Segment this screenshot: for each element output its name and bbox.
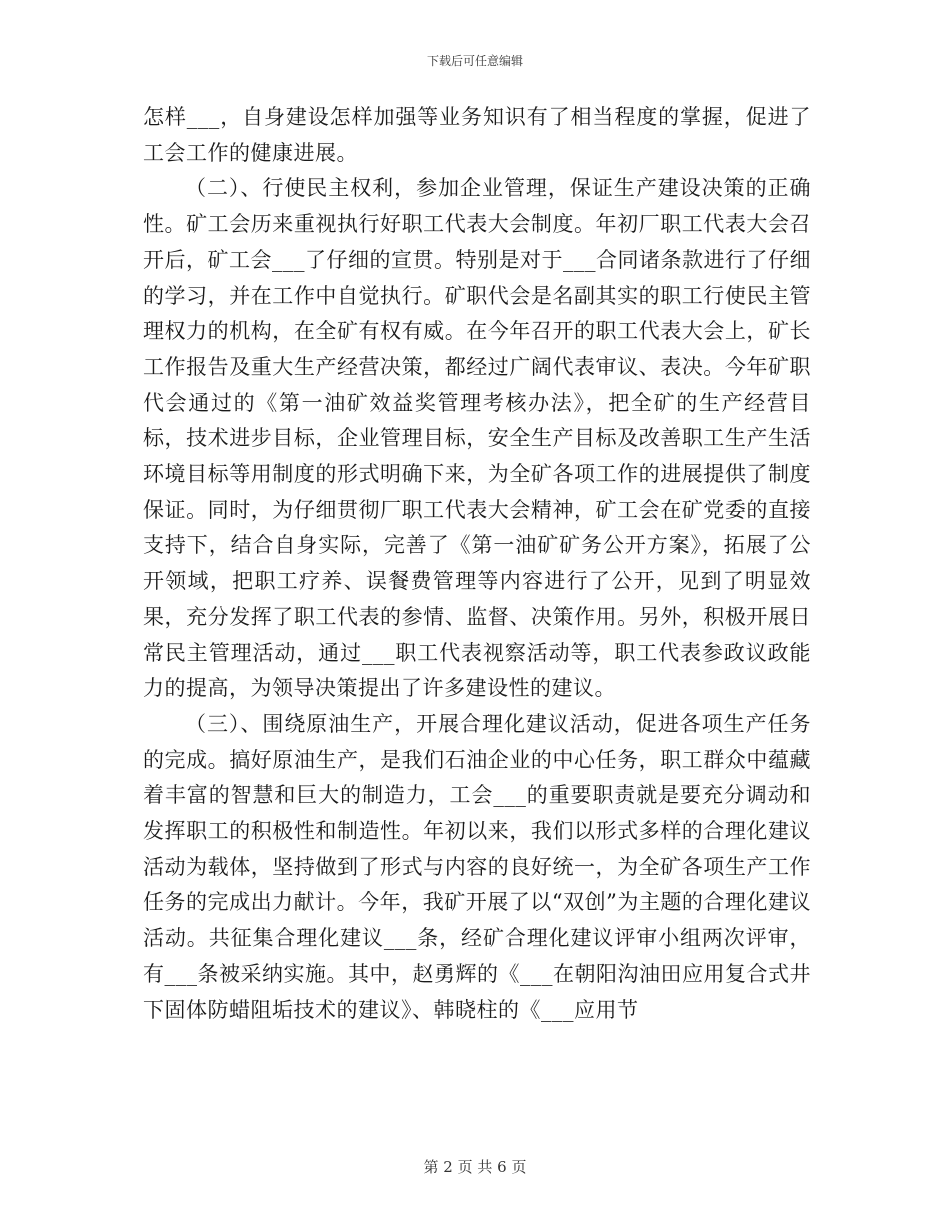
paragraph-section-two: （二）、行使民主权利，参加企业管理，保证生产建设决策的正确性。矿工会历来重视执行好职工代表大会制度。年初厂职工代表大会召开后，矿工会___了仔细的宣贯。特别是对于___合同诸条款进行了仔细的学习，并在工作中自觉执行。矿职代会是名副其实的职工行使民主管理权力的机构，在全矿有权有威。在今年召开的职工代表大会上，矿长工作报告及重大生产经营决策，都经过广阔代表审议、表决。今年矿职代会通过的《第一油矿效益奖管理考核办法》，把全矿的生产经营目标，技术进步目标，企业管理目标，安全生产目标及改善职工生产生活环境目标等用制度的形式明确下来，为全矿各项工作的进展提供了制度保证。同时，为仔细贯彻厂职工代表大会精神，矿工会在矿党委的直接支持下，结合自身实际，完善了《第一油矿矿务公开方案》，拓展了公开领域，把职工疗养、误餐费管理等内容进行了公开，见到了明显效果，充分发挥了职工代表的参情、监督、决策作用。另外，积极开展日常民主管理活动，通过___职工代表视察活动等，职工代表参政议政能力的提高，为领导决策提出了许多建设性的建议。: [143, 176, 811, 701]
document-body: [143, 100, 811, 1028]
paragraph-section-three: （三）、围绕原油生产，开展合理化建议活动，促进各项生产任务的完成。搞好原油生产，是我们石油企业的中心任务，职工群众中蕴藏着丰富的智慧和巨大的制造力，工会___的重要职责就是要充分调动和发挥职工的积极性和制造性。年初以来，我们以形式多样的合理化建议活动为载体，坚持做到了形式与内容的良好统一，为全矿各项生产工作任务的完成出力献计。今年，我矿开展了以“双创”为主题的合理化建议活动。共征集合理化建议___条，经矿合理化建议评审小组两次评审，有___条被采纳实施。其中，赵勇辉的《___在朝阳沟油田应用复合式井下固体防蜡阻垢技术的建议》、韩晓柱的《___应用节: [143, 711, 811, 1022]
page-number: 第 2 页 共 6 页: [423, 1158, 527, 1176]
page-header-note: 下载后可任意编辑: [426, 54, 523, 68]
paragraph-continuation: 怎样___，自身建设怎样加强等业务知识有了相当程度的掌握，促进了工会工作的健康进展。: [143, 105, 811, 165]
